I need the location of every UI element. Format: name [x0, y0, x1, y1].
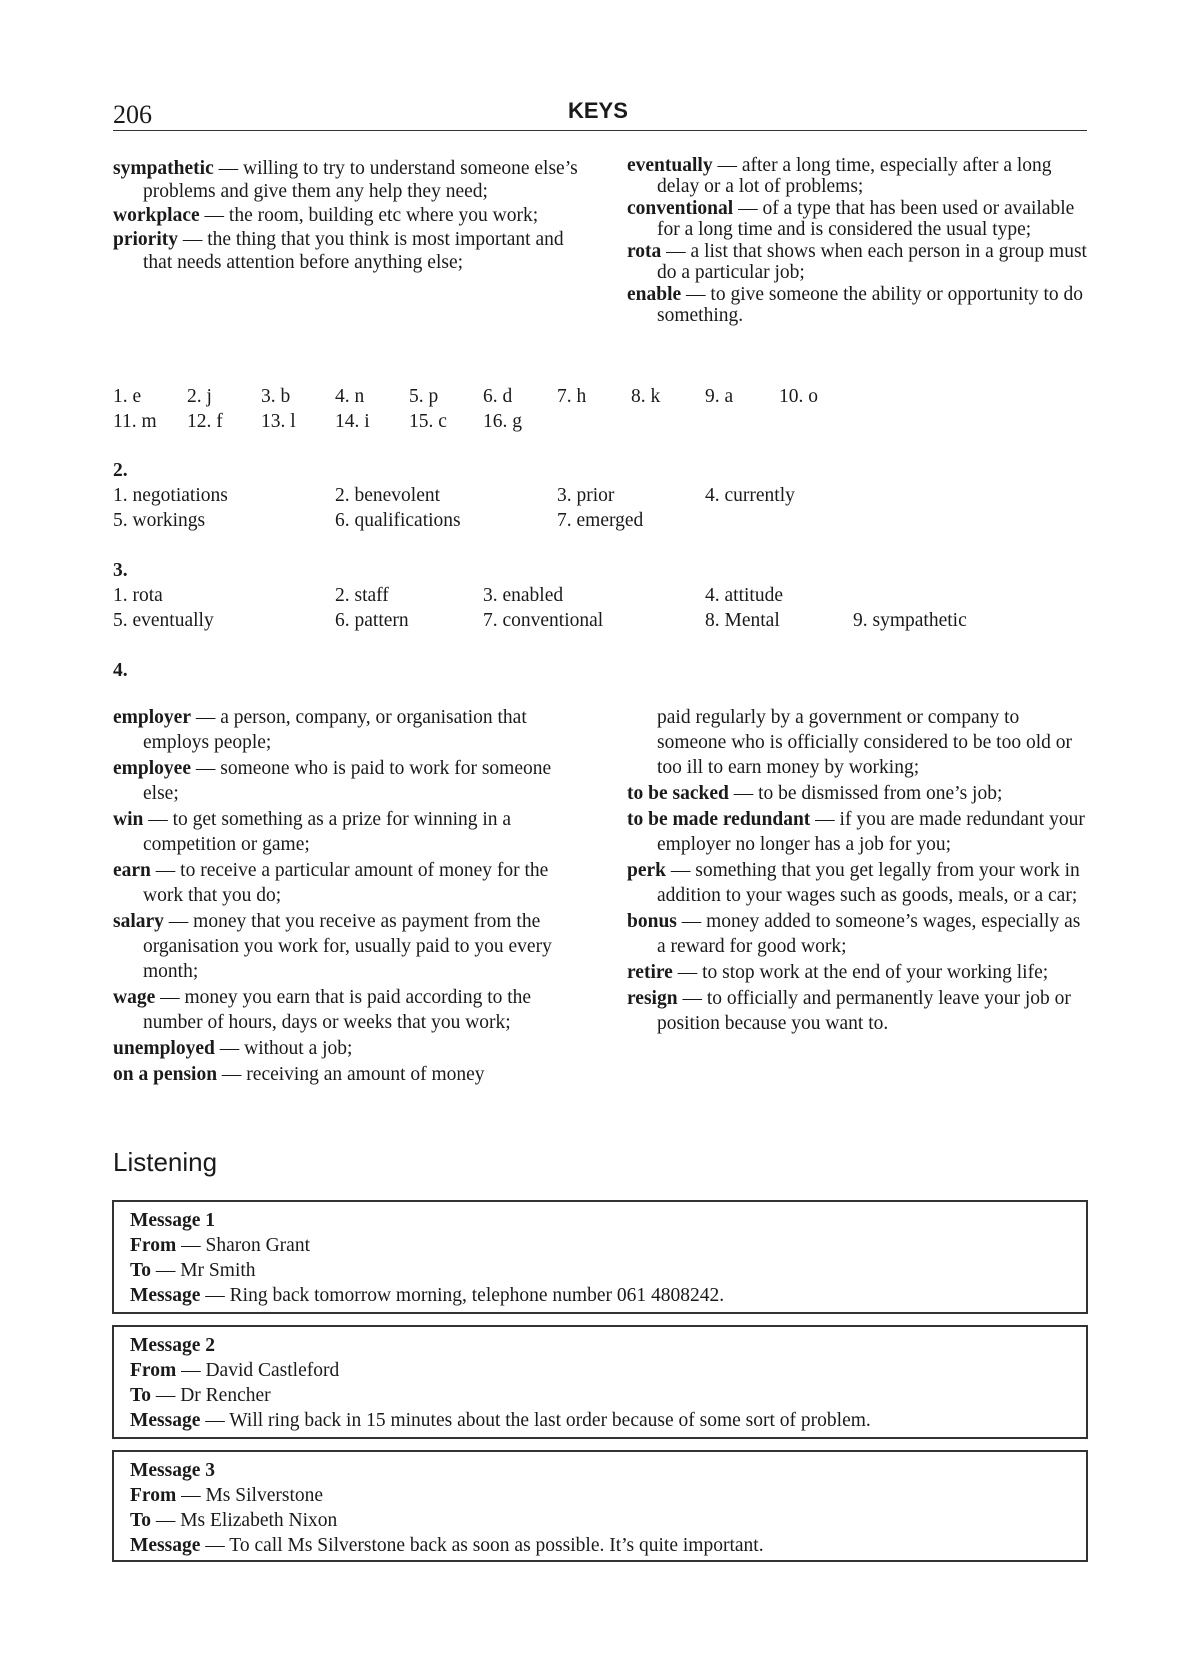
glossary-entry: on a pension — receiving an amount of money — [113, 1064, 485, 1085]
glossary-entry: employer — a person, company, or organisation that employs people; — [113, 707, 527, 753]
glossary-top-left — [113, 157, 581, 275]
page-number: 206 — [113, 100, 152, 129]
answer: 6. qualifications — [335, 510, 461, 531]
glossary-entry: wage — money you earn that is paid according to the number of hours, days or weeks that you work; — [113, 987, 532, 1033]
glossary-entry: rota — a list that shows when each person in a group must do a particular job; — [627, 241, 1087, 283]
answer: 16. g — [483, 411, 522, 432]
answer: 15. c — [409, 411, 447, 432]
message-from: — Sharon Grant — [181, 1235, 310, 1256]
answer: 2. benevolent — [335, 485, 441, 506]
answer: 5. p — [409, 386, 439, 407]
answer: 7. h — [557, 386, 587, 407]
message-to: — Ms Elizabeth Nixon — [155, 1510, 338, 1531]
glossary-entry: sympathetic — willing to try to understand someone else’s problems and give them any help they need; — [113, 158, 578, 202]
message-heading: Message 3 — [130, 1460, 216, 1481]
message-box-2: Message 2 From — David Castleford To — Dr Rencher Message — Will ring back in 15 minutes about the last order because of some sort of problem. — [112, 1325, 1088, 1439]
answer: 9. sympathetic — [853, 610, 967, 631]
glossary-bottom-left — [113, 705, 581, 1088]
answer: 14. i — [335, 411, 370, 432]
ex3-label: 3. — [113, 560, 128, 581]
answer: 8. Mental — [705, 610, 780, 631]
glossary-entry: enable — to give someone the ability or opportunity to do something. — [627, 284, 1084, 326]
message-heading: Message 1 — [130, 1210, 216, 1231]
answer: 4. attitude — [705, 585, 783, 606]
answer: 9. a — [705, 386, 734, 407]
page-title: KEYS — [568, 98, 628, 123]
glossary-entry: priority — the thing that you think is most important and that needs attention before anything else; — [113, 229, 564, 273]
message-body: — Ring back tomorrow morning, telephone number 061 4808242. — [205, 1285, 725, 1306]
answer: 4. n — [335, 386, 365, 407]
glossary-entry: bonus — money added to someone’s wages, especially as a reward for good work; — [627, 911, 1081, 957]
glossary-entry: retire — to stop work at the end of your working life; — [627, 962, 1049, 983]
ex2-label: 2. — [113, 460, 128, 481]
answer: 2. staff — [335, 585, 389, 606]
glossary-entry: employee — someone who is paid to work for someone else; — [113, 758, 552, 804]
header-rule — [113, 130, 1087, 131]
answer: 7. conventional — [483, 610, 604, 631]
message-from: — Ms Silverstone — [181, 1485, 324, 1506]
listening-heading: Listening — [113, 1147, 218, 1177]
answer: 13. l — [261, 411, 296, 432]
glossary-entry: resign — to officially and permanently leave your job or position because you want to. — [627, 988, 1071, 1034]
message-body: — Will ring back in 15 minutes about the last order because of some sort of problem. — [205, 1410, 871, 1431]
glossary-entry: to be sacked — to be dismissed from one’s job; — [627, 783, 1003, 804]
glossary-entry: perk — something that you get legally from your work in addition to your wages such as goods, meals, or a car; — [627, 860, 1080, 906]
answer: 1. rota — [113, 585, 163, 606]
answer: 2. j — [187, 386, 212, 407]
ex4-label: 4. — [113, 660, 128, 681]
answer: 4. currently — [705, 485, 795, 506]
answer: 10. o — [779, 386, 818, 407]
glossary-bottom-right — [627, 705, 1093, 1037]
answer: 8. k — [631, 386, 661, 407]
message-box-1: Message 1 From — Sharon Grant To — Mr Smith Message — Ring back tomorrow morning, telephone number 061 4808242. — [112, 1200, 1088, 1314]
answer: 5. eventually — [113, 610, 214, 631]
glossary-entry: workplace — the room, building etc where you work; — [113, 205, 539, 226]
answer: 12. f — [187, 411, 223, 432]
glossary-entry: salary — money that you receive as payment from the organisation you work for, usually paid to you every month; — [113, 911, 552, 982]
message-to: — Mr Smith — [155, 1260, 256, 1281]
answer: 1. e — [113, 386, 142, 407]
message-to: — Dr Rencher — [155, 1385, 271, 1406]
message-heading: Message 2 — [130, 1335, 216, 1356]
glossary-entry: to be made redundant — if you are made redundant your employer no longer has a job for you; — [627, 809, 1085, 855]
glossary-entry: win — to get something as a prize for winning in a competition or game; — [113, 809, 512, 855]
message-from: — David Castleford — [181, 1360, 340, 1381]
glossary-continuation: paid regularly by a government or company to someone who is officially considered to be too old or too ill to earn money by working; — [657, 707, 1073, 778]
answer: 3. enabled — [483, 585, 564, 606]
message-box-3: Message 3 From — Ms Silverstone To — Ms Elizabeth Nixon Message — To call Ms Silverstone back as soon as possible. It’s quite important. — [112, 1450, 1088, 1562]
answer: 3. prior — [557, 485, 615, 506]
answer: 6. pattern — [335, 610, 409, 631]
glossary-entry: eventually — after a long time, especially after a long delay or a lot of problems; — [627, 155, 1052, 197]
glossary-top-right — [627, 155, 1093, 327]
message-body: — To call Ms Silverstone back as soon as possible. It’s quite important. — [205, 1535, 764, 1556]
answer: 5. workings — [113, 510, 206, 531]
answer: 7. emerged — [557, 510, 644, 531]
glossary-entry: unemployed — without a job; — [113, 1038, 353, 1059]
glossary-entry: earn — to receive a particular amount of money for the work that you do; — [113, 860, 549, 906]
answer: 1. negotiations — [113, 485, 228, 506]
answer: 6. d — [483, 386, 513, 407]
answer: 11. m — [113, 411, 157, 432]
answer: 3. b — [261, 386, 291, 407]
glossary-entry: conventional — of a type that has been used or available for a long time and is considered the usual type; — [627, 198, 1075, 240]
